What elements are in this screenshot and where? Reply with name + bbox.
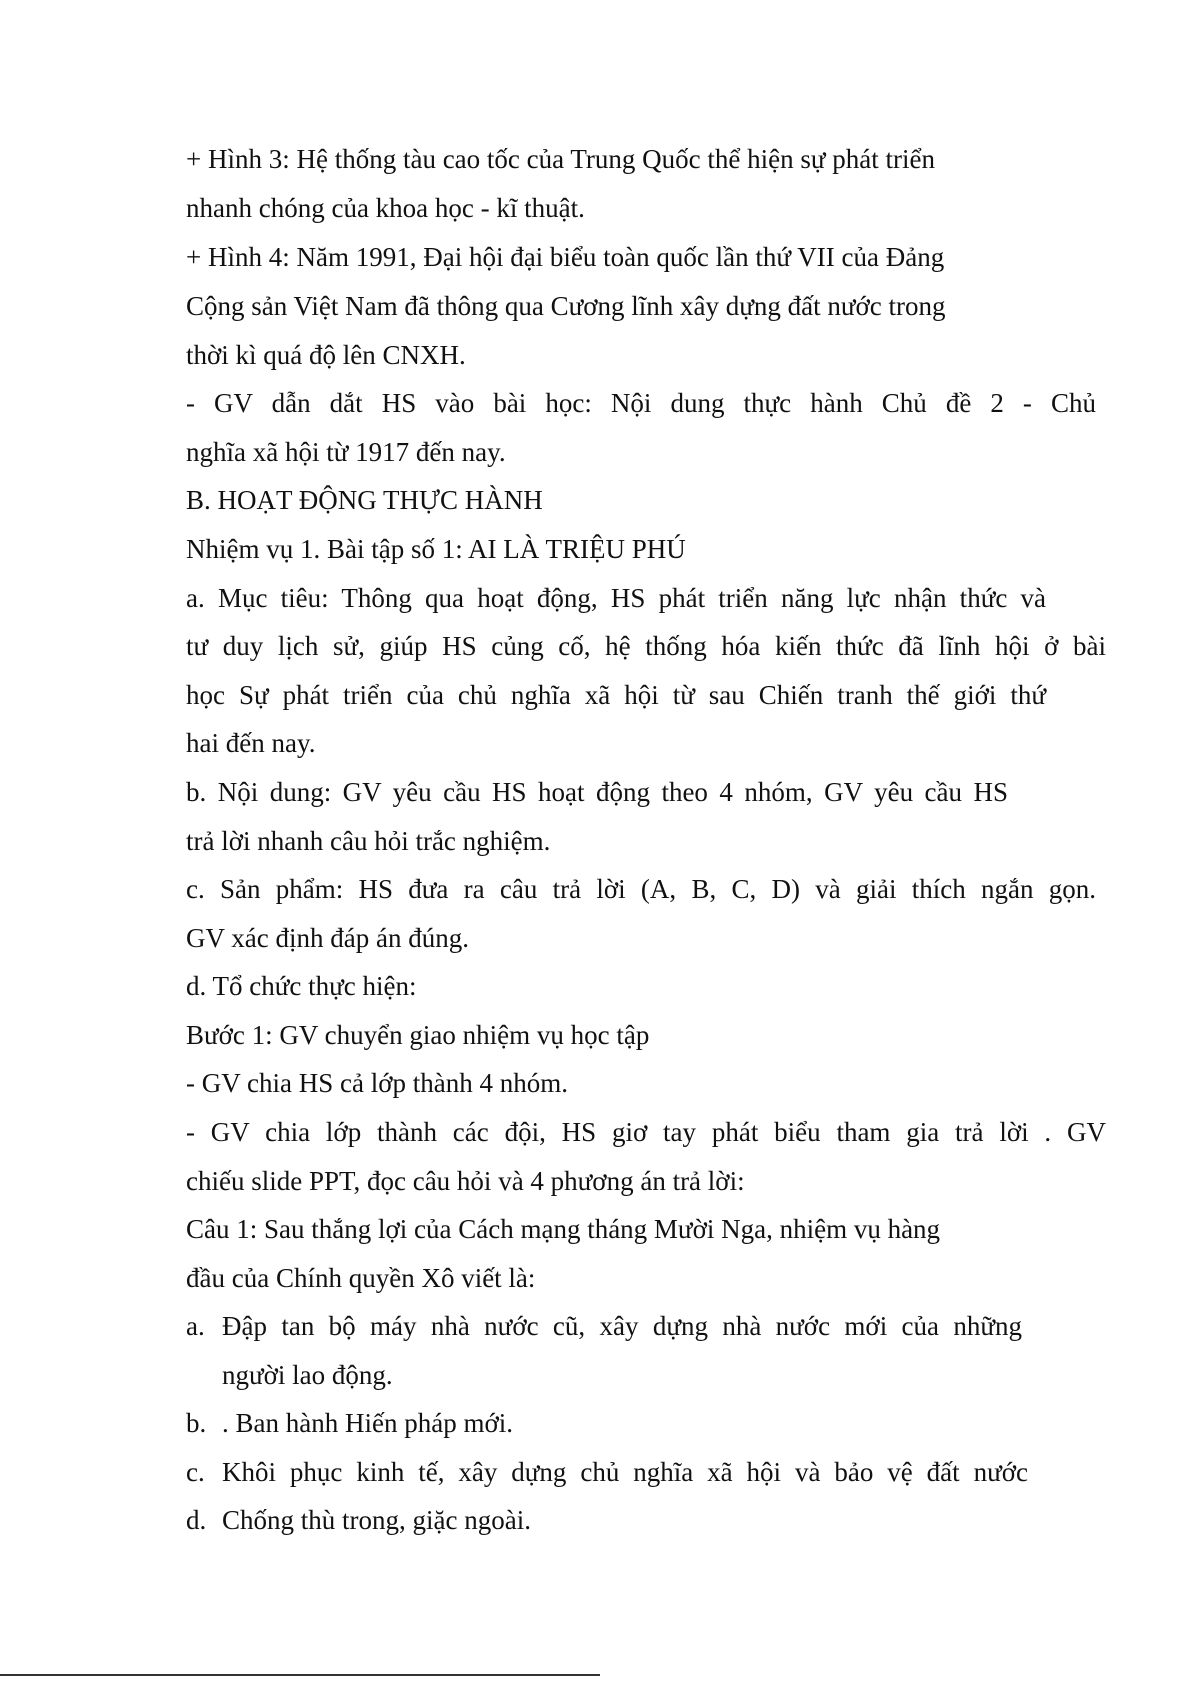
option-text-a: Đập tan bộ máy nhà nước cũ, xây dựng nhà nước mới của những: [222, 1311, 1022, 1341]
text-line: b. Nội dung: GV yêu cầu HS hoạt động theo 4 nhóm, GV yêu cầu HS: [186, 777, 1008, 807]
text-line: Bước 1: GV chuyển giao nhiệm vụ học tập: [186, 1020, 650, 1050]
text-line: nghĩa xã hội từ 1917 đến nay.: [186, 437, 506, 467]
option-text-a: người lao động.: [222, 1360, 393, 1390]
option-text-b: . Ban hành Hiến pháp mới.: [222, 1408, 513, 1438]
option-text-d: Chống thù trong, giặc ngoài.: [222, 1505, 531, 1535]
option-label-c: c.: [186, 1457, 205, 1487]
text-line: GV xác định đáp án đúng.: [186, 923, 469, 953]
text-line: + Hình 3: Hệ thống tàu cao tốc của Trung Quốc thể hiện sự phát triển: [186, 144, 935, 174]
footer-rule: [0, 1674, 600, 1676]
question-text: Câu 1: Sau thắng lợi của Cách mạng tháng Mười Nga, nhiệm vụ hàng: [186, 1214, 941, 1244]
task-heading: Nhiệm vụ 1. Bài tập số 1: AI LÀ TRIỆU PHÚ: [186, 534, 686, 564]
text-line: nhanh chóng của khoa học - kĩ thuật.: [186, 193, 585, 223]
text-line: Cộng sản Việt Nam đã thông qua Cương lĩnh xây dựng đất nước trong: [186, 291, 946, 321]
text-line: - GV chia HS cả lớp thành 4 nhóm.: [186, 1068, 568, 1098]
option-label-a: a.: [186, 1311, 205, 1341]
text-line: - GV dẫn dắt HS vào bài học: Nội dung thực hành Chủ đề 2 - Chủ: [186, 388, 1096, 418]
text-line: - GV chia lớp thành các đội, HS giơ tay phát biểu tham gia trả lời . GV: [186, 1117, 1106, 1147]
text-line: hai đến nay.: [186, 728, 316, 758]
text-line: học Sự phát triển của chủ nghĩa xã hội từ sau Chiến tranh thế giới thứ: [186, 680, 1046, 710]
question-text: đầu của Chính quyền Xô viết là:: [186, 1263, 536, 1293]
text-line: a. Mục tiêu: Thông qua hoạt động, HS phát triển năng lực nhận thức và: [186, 583, 1046, 613]
text-line: trả lời nhanh câu hỏi trắc nghiệm.: [186, 826, 551, 856]
text-line: chiếu slide PPT, đọc câu hỏi và 4 phương án trả lời:: [186, 1166, 745, 1196]
text-line: thời kì quá độ lên CNXH.: [186, 340, 466, 370]
text-line: c. Sản phẩm: HS đưa ra câu trả lời (A, B, C, D) và giải thích ngắn gọn.: [186, 874, 1096, 904]
option-label-b: b.: [186, 1408, 207, 1438]
text-line: d. Tổ chức thực hiện:: [186, 971, 417, 1001]
text-line: tư duy lịch sử, giúp HS củng cố, hệ thống hóa kiến thức đã lĩnh hội ở bài: [186, 631, 1106, 661]
section-heading: B. HOẠT ĐỘNG THỰC HÀNH: [186, 485, 543, 515]
option-text-c: Khôi phục kinh tế, xây dựng chủ nghĩa xã hội và bảo vệ đất nước: [222, 1457, 1028, 1487]
text-line: + Hình 4: Năm 1991, Đại hội đại biểu toàn quốc lần thứ VII của Đảng: [186, 242, 945, 272]
option-label-d: d.: [186, 1505, 207, 1535]
